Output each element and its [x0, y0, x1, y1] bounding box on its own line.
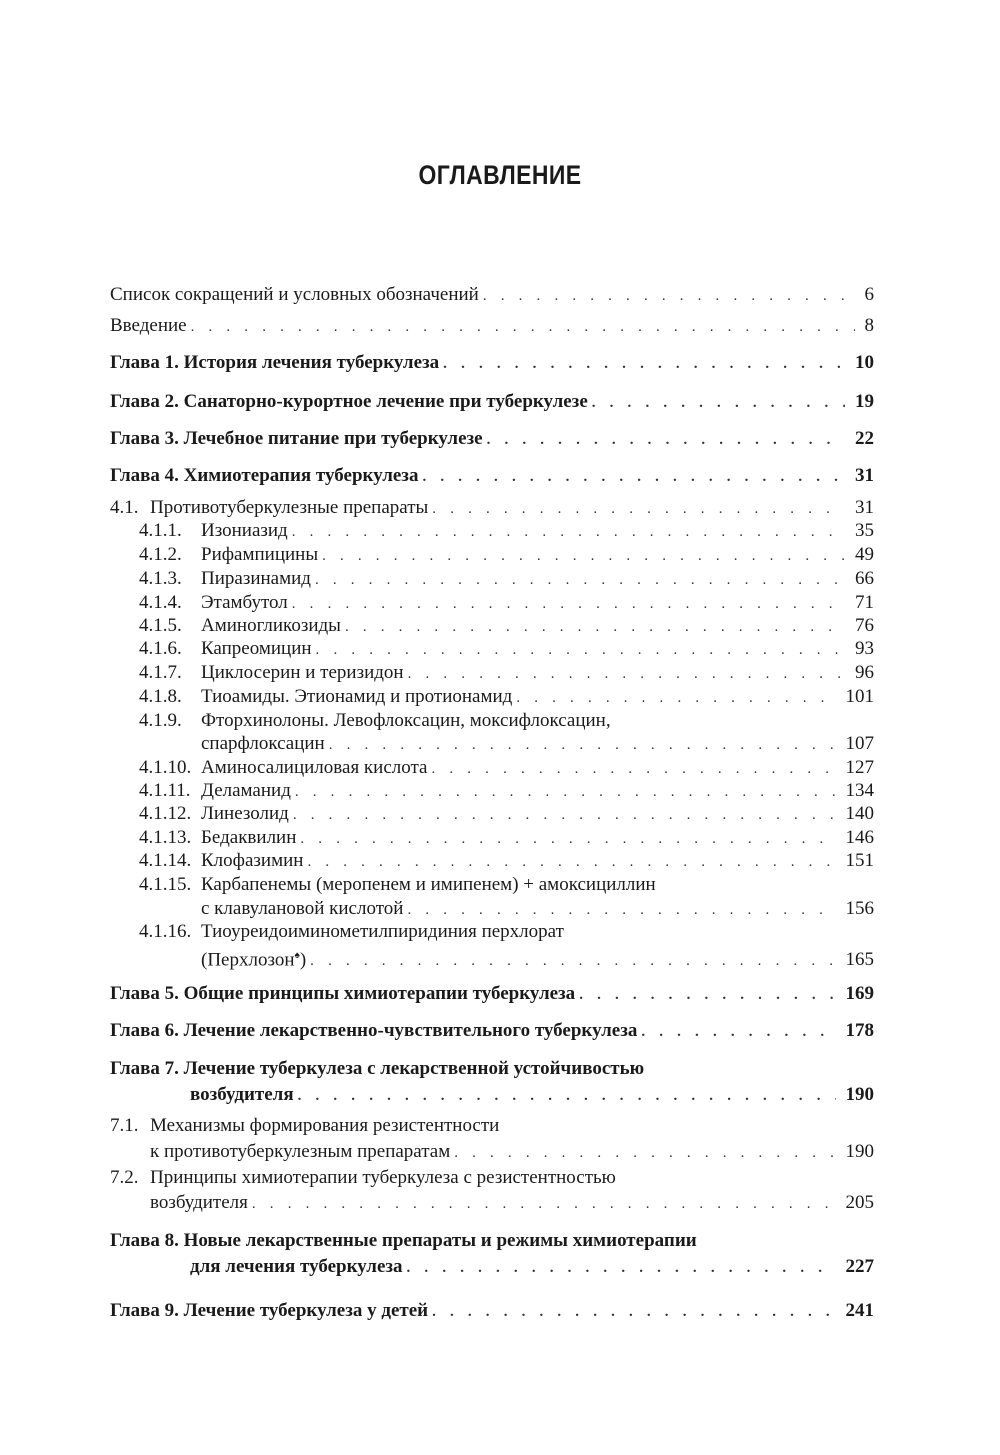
toc-entry-label-end: )	[299, 949, 307, 971]
toc-entry-section-4-1[interactable]	[110, 497, 874, 519]
toc-entry-chapter-5[interactable]	[110, 983, 874, 1005]
toc-entry-label: Карбапенемы (меропенем и имипенем) + амоксициллин	[201, 874, 656, 895]
toc-entry-page: 178	[845, 1020, 874, 1041]
toc-entry-4-1-16-line1[interactable]	[139, 921, 564, 943]
toc-entry-number: 7.1.	[110, 1115, 139, 1136]
dot-leader	[292, 521, 845, 543]
toc-entry-page: 205	[845, 1192, 874, 1213]
toc-entry-page: 66	[855, 568, 874, 589]
toc-entry-chapter-4[interactable]	[110, 465, 874, 487]
toc-entry-number: 4.1.14.	[139, 850, 192, 871]
toc-entry-chapter-9[interactable]	[110, 1300, 874, 1322]
toc-entry-number: 4.1.3.	[139, 568, 182, 589]
toc-entry-page: 71	[855, 592, 874, 613]
toc-entry-number: 4.1.15.	[139, 874, 192, 895]
toc-entry-page: 31	[855, 497, 874, 518]
dot-leader	[431, 758, 835, 780]
toc-entry-number: 4.1.12.	[139, 803, 192, 824]
toc-entry-page: 134	[845, 780, 874, 801]
toc-entry-label: Этамбутол	[201, 592, 288, 613]
toc-entry-label: Глава 4. Химиотерапия туберкулеза	[110, 465, 419, 486]
toc-entry-4-1-3[interactable]	[139, 568, 874, 590]
toc-entry-label: Фторхинолоны. Левофлоксацин, моксифлоксацин,	[201, 710, 611, 731]
toc-entry-page: 35	[855, 520, 874, 541]
toc-entry-4-1-10[interactable]	[139, 757, 874, 779]
toc-entry-number: 4.1.11.	[139, 780, 191, 801]
toc-entry-label: Механизмы формирования резистентности	[150, 1115, 500, 1136]
toc-entry-7-2-line1[interactable]	[110, 1167, 616, 1189]
toc-entry-4-1-15-line1[interactable]	[139, 874, 656, 896]
toc-entry-label: Глава 3. Лечебное питание при туберкулезе	[110, 428, 483, 449]
toc-entry-label: Аминогликозиды	[201, 615, 341, 636]
toc-entry-label: Глава 6. Лечение лекарственно-чувствительного туберкулеза	[110, 1020, 638, 1041]
dot-leader	[292, 593, 845, 615]
dot-leader	[408, 663, 845, 685]
toc-entry-4-1-12[interactable]	[139, 803, 874, 825]
dot-leader	[293, 804, 836, 826]
toc-entry-label: Список сокращений и условных обозначений	[110, 284, 479, 305]
toc-entry-4-1-11[interactable]	[139, 780, 874, 802]
toc-entry-4-1-14[interactable]	[139, 850, 874, 872]
dot-leader	[310, 950, 835, 972]
toc-entry-number: 4.1.2.	[139, 544, 182, 565]
toc-entry-page: 151	[845, 850, 874, 871]
dot-leader	[316, 639, 845, 661]
toc-entry-page: 146	[845, 827, 874, 848]
dot-leader	[483, 285, 855, 307]
dot-leader	[298, 1085, 836, 1107]
dot-leader	[191, 316, 855, 338]
toc-entry-label: Глава 1. История лечения туберкулеза	[110, 352, 440, 373]
toc-entry-4-1-5[interactable]	[139, 615, 874, 637]
toc-entry-page: 76	[855, 615, 874, 636]
dot-leader	[295, 781, 836, 803]
toc-entry-page: 8	[864, 315, 874, 336]
toc-entry-page: 241	[845, 1300, 874, 1321]
toc-entry-7-1-line1[interactable]	[110, 1115, 499, 1137]
dot-leader	[307, 851, 835, 873]
toc-entry-4-1-16-line2[interactable]	[201, 945, 874, 971]
toc-entry-label: к противотуберкулезным препаратам	[150, 1141, 451, 1162]
toc-entry-4-1-6[interactable]	[139, 638, 874, 660]
toc-entry-label: возбудителя	[190, 1084, 294, 1105]
toc-entry-page: 101	[845, 686, 874, 707]
toc-entry-page: 227	[845, 1256, 874, 1277]
toc-entry-4-1-13[interactable]	[139, 827, 874, 849]
dot-leader	[422, 466, 845, 488]
toc-entry-number: 4.1.8.	[139, 686, 182, 707]
toc-entry-4-1-1[interactable]	[139, 520, 874, 542]
toc-entry-label: Деламанид	[201, 780, 291, 801]
toc-entry-7-1-line2[interactable]	[150, 1141, 874, 1163]
toc-entry-page: 190	[845, 1084, 874, 1105]
toc-entry-page: 165	[845, 949, 874, 971]
toc-entry-introduction[interactable]	[110, 315, 874, 337]
toc-entry-chapter-6[interactable]	[110, 1020, 874, 1042]
toc-entry-4-1-9-line2[interactable]	[201, 733, 874, 755]
toc-entry-4-1-9-line1[interactable]	[139, 710, 611, 732]
toc-entry-label: Изониазид	[201, 520, 288, 541]
toc-entry-chapter-8-line2[interactable]	[190, 1256, 874, 1278]
toc-entry-number: 4.1.1.	[139, 520, 182, 541]
dot-leader	[407, 1257, 836, 1279]
dot-leader	[432, 498, 845, 520]
toc-entry-7-2-line2[interactable]	[150, 1192, 874, 1214]
toc-entry-label: Бедаквилин	[201, 827, 297, 848]
dot-leader	[432, 1301, 835, 1323]
toc-entry-label: Линезолид	[201, 803, 289, 824]
toc-entry-page: 22	[855, 428, 874, 449]
toc-entry-4-1-7[interactable]	[139, 662, 874, 684]
toc-entry-4-1-8[interactable]	[139, 686, 874, 708]
toc-entry-page: 140	[845, 803, 874, 824]
toc-entry-label: Глава 5. Общие принципы химиотерапии туберкулеза	[110, 983, 576, 1004]
dot-leader	[592, 392, 845, 414]
dot-leader	[322, 545, 845, 567]
toc-entry-number: 4.1.16.	[139, 921, 192, 942]
toc-entry-number: 4.1.4.	[139, 592, 182, 613]
toc-entry-chapter-8-line1[interactable]: Глава 8. Новые лекарственные препараты и режимы химиотерапии	[110, 1230, 697, 1251]
dot-leader	[516, 687, 835, 709]
toc-entry-abbreviations[interactable]	[110, 284, 874, 306]
toc-entry-chapter-7-line1[interactable]: Глава 7. Лечение туберкулеза с лекарственной устойчивостью	[110, 1058, 645, 1079]
toc-entry-label: Глава 2. Санаторно-курортное лечение при туберкулезе	[110, 391, 588, 412]
toc-entry-label: Клофазимин	[201, 850, 304, 871]
toc-entry-number: 4.1.10.	[139, 757, 192, 778]
toc-entry-page: 169	[845, 983, 874, 1004]
dot-leader	[454, 1142, 835, 1164]
toc-entry-page: 49	[855, 544, 874, 565]
dot-leader	[407, 899, 835, 921]
toc-entry-label: Аминосалициловая кислота	[201, 757, 428, 778]
toc-entry-label: Противотуберкулезные препараты	[150, 497, 429, 518]
toc-entry-chapter-2[interactable]	[110, 391, 874, 413]
toc-entry-page: 127	[845, 757, 874, 778]
toc-entry-number: 4.1.6.	[139, 638, 182, 659]
toc-entry-number: 4.1.9.	[139, 710, 182, 731]
toc-entry-label: Введение	[110, 315, 187, 336]
toc-entry-number: 4.1.5.	[139, 615, 182, 636]
toc-entry-label: Тиоамиды. Этионамид и протионамид	[201, 686, 513, 707]
toc-entry-label: Капреомицин	[201, 638, 312, 659]
dot-leader	[315, 569, 845, 591]
toc-entry-4-1-15-line2[interactable]	[201, 898, 874, 920]
dot-leader	[329, 734, 836, 756]
toc-entry-4-1-4[interactable]	[139, 592, 874, 614]
dot-leader	[443, 353, 845, 375]
toc-entry-label: возбудителя	[150, 1192, 248, 1213]
toc-entry-chapter-7-line2[interactable]	[190, 1084, 874, 1106]
toc-entry-label: Циклосерин и теризидон	[201, 662, 404, 683]
toc-entry-label: Рифампицины	[201, 544, 319, 565]
toc-title: ОГЛАВЛЕНИЕ	[418, 160, 582, 190]
dot-leader	[252, 1193, 836, 1215]
toc-entry-label: Принципы химиотерапии туберкулеза с резистентностью	[150, 1167, 616, 1188]
toc-entry-page: 6	[864, 284, 874, 305]
toc-entry-4-1-2[interactable]	[139, 544, 874, 566]
toc-entry-chapter-3[interactable]	[110, 428, 874, 450]
toc-entry-number: 7.2.	[110, 1167, 139, 1188]
toc-entry-label: Глава 9. Лечение туберкулеза у детей	[110, 1300, 429, 1321]
toc-entry-label: спарфлоксацин	[201, 733, 325, 754]
toc-entry-page: 31	[855, 465, 874, 486]
toc-entry-page: 10	[855, 352, 874, 373]
registered-trademark-mark: ♠	[294, 950, 300, 961]
toc-entry-number: 4.1.	[110, 497, 139, 518]
toc-entry-page: 96	[855, 662, 874, 683]
dot-leader	[487, 429, 845, 451]
dot-leader	[300, 828, 835, 850]
toc-entry-label: Пиразинамид	[201, 568, 311, 589]
toc-entry-number: 4.1.13.	[139, 827, 192, 848]
toc-entry-label: для лечения туберкулеза	[190, 1256, 403, 1277]
dot-leader	[345, 616, 845, 638]
dot-leader	[641, 1021, 835, 1043]
toc-entry-page: 93	[855, 638, 874, 659]
toc-entry-page: 107	[845, 733, 874, 754]
toc-entry-page: 19	[855, 391, 874, 412]
toc-entry-number: 4.1.7.	[139, 662, 182, 683]
toc-entry-label-text: (Перхлозон	[201, 949, 295, 971]
toc-entry-label: Тиоуреидоиминометилпиридиния перхлорат	[201, 921, 564, 942]
toc-entry-page: 156	[845, 898, 874, 919]
dot-leader	[579, 984, 835, 1006]
toc-entry-page: 190	[845, 1141, 874, 1162]
toc-entry-label	[201, 945, 306, 971]
toc-entry-chapter-1[interactable]	[110, 352, 874, 374]
toc-entry-label: с клавулановой кислотой	[201, 898, 404, 919]
